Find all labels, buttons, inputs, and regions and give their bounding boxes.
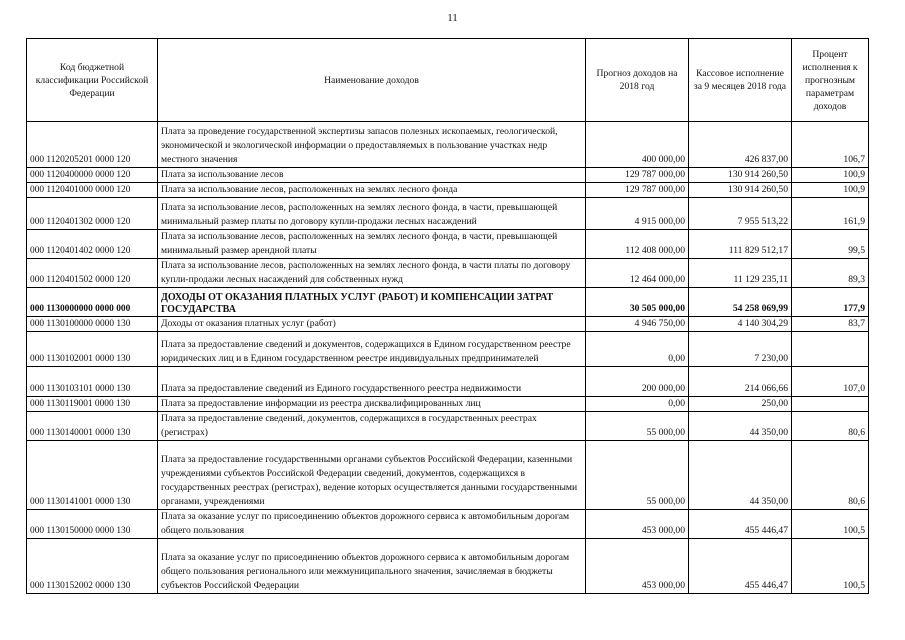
row-plan: 0,00 (586, 332, 689, 367)
table-row (27, 332, 869, 367)
row-name: Плата за предоставление сведений и документов, содержащихся в Едином государственном реестре юридических лиц и в Едином государственном реестре индивидуальных предпринимателей (158, 332, 586, 367)
row-code: 000 1120401000 0000 120 (27, 183, 158, 198)
table-row (27, 122, 869, 168)
row-exec: 455 446,47 (689, 510, 792, 539)
row-plan: 0,00 (586, 397, 689, 412)
row-plan: 453 000,00 (586, 510, 689, 539)
row-pct: 106,7 (792, 122, 869, 168)
header-name: Наименование доходов (158, 39, 586, 122)
table-row (27, 510, 869, 539)
row-name: Плата за использование лесов, расположенных на землях лесного фонда, в части, превышающей минимальный размер платы по договору купли-продажи лесных насаждений (158, 198, 586, 230)
row-name: Плата за использование лесов (158, 168, 586, 183)
header-plan: Прогноз доходов на 2018 год (586, 39, 689, 122)
row-pct: 89,3 (792, 259, 869, 288)
row-code: 000 1130102001 0000 130 (27, 332, 158, 367)
row-code: 000 1130100000 0000 130 (27, 317, 158, 332)
row-plan: 55 000,00 (586, 441, 689, 510)
row-exec: 214 066,66 (689, 367, 792, 397)
row-exec: 4 140 304,29 (689, 317, 792, 332)
page-number: 11 (447, 12, 458, 24)
row-exec: 7 955 513,22 (689, 198, 792, 230)
row-pct: 80,6 (792, 412, 869, 441)
row-code: 000 1130141001 0000 130 (27, 441, 158, 510)
table-row (27, 317, 869, 332)
table-row (27, 412, 869, 441)
revenue-table (26, 38, 869, 594)
row-exec: 130 914 260,50 (689, 168, 792, 183)
table-row (27, 259, 869, 288)
row-plan: 400 000,00 (586, 122, 689, 168)
row-code: 000 1120205201 0000 120 (27, 122, 158, 168)
row-plan: 4 946 750,00 (586, 317, 689, 332)
row-exec: 111 829 512,17 (689, 230, 792, 259)
row-code: 000 1120401302 0000 120 (27, 198, 158, 230)
table-header-row (27, 39, 869, 122)
row-name: Плата за проведение государственной экспертизы запасов полезных ископаемых, геологической, экономической и экологической информации о предоставляемых в пользование участках недр местного значения (158, 122, 586, 168)
row-code: 000 1130103101 0000 130 (27, 367, 158, 397)
row-exec: 130 914 260,50 (689, 183, 792, 198)
table-body (27, 122, 869, 594)
row-pct: 100,5 (792, 539, 869, 594)
row-exec: 54 258 069,99 (689, 288, 792, 317)
table-row (27, 183, 869, 198)
row-pct: 99,5 (792, 230, 869, 259)
row-plan: 12 464 000,00 (586, 259, 689, 288)
table-row (27, 441, 869, 510)
row-exec: 455 446,47 (689, 539, 792, 594)
row-plan: 453 000,00 (586, 539, 689, 594)
row-code: 000 1120400000 0000 120 (27, 168, 158, 183)
row-code: 000 1130000000 0000 000 (27, 288, 158, 317)
row-plan: 200 000,00 (586, 367, 689, 397)
row-pct: 100,9 (792, 168, 869, 183)
header-code: Код бюджетной классификации Российской Федерации (27, 39, 158, 122)
row-exec: 7 230,00 (689, 332, 792, 367)
row-exec: 250,00 (689, 397, 792, 412)
row-name: Плата за предоставление информации из реестра дисквалифицированных лиц (158, 397, 586, 412)
row-name: Плата за предоставление государственными органами субъектов Российской Федерации, казенными учреждениями субъектов Российской Федерации сведений, документов, содержащихся в государственных реестрах (регистрах), ведение которых осуществляется данными государственными органами, учреждениями (158, 441, 586, 510)
row-name: Плата за оказание услуг по присоединению объектов дорожного сервиса к автомобильным дорогам общего пользования регионального или межмуниципального значения, зачисляемая в бюджеты субъектов Российской Федерации (158, 539, 586, 594)
row-name: Плата за оказание услуг по присоединению объектов дорожного сервиса к автомобильным дорогам общего пользования (158, 510, 586, 539)
row-code: 000 1130140001 0000 130 (27, 412, 158, 441)
row-exec: 426 837,00 (689, 122, 792, 168)
row-name: ДОХОДЫ ОТ ОКАЗАНИЯ ПЛАТНЫХ УСЛУГ (РАБОТ) И КОМПЕНСАЦИИ ЗАТРАТ ГОСУДАРСТВА (158, 288, 586, 317)
header-pct: Процент исполнения к прогнозным параметрам доходов (792, 39, 869, 122)
table-row (27, 288, 869, 317)
row-pct: 83,7 (792, 317, 869, 332)
row-pct: 161,9 (792, 198, 869, 230)
row-name: Доходы от оказания платных услуг (работ) (158, 317, 586, 332)
row-plan: 55 000,00 (586, 412, 689, 441)
row-exec: 44 350,00 (689, 441, 792, 510)
row-code: 000 1130150000 0000 130 (27, 510, 158, 539)
row-exec: 11 129 235,11 (689, 259, 792, 288)
table-row (27, 367, 869, 397)
row-code: 000 1120401402 0000 120 (27, 230, 158, 259)
row-plan: 4 915 000,00 (586, 198, 689, 230)
row-name: Плата за предоставление сведений из Единого государственного реестра недвижимости (158, 367, 586, 397)
table-row (27, 168, 869, 183)
row-name: Плата за использование лесов, расположенных на землях лесного фонда, в части платы по договору купли-продажи лесных насаждений для собственных нужд (158, 259, 586, 288)
row-pct: 100,5 (792, 510, 869, 539)
row-plan: 30 505 000,00 (586, 288, 689, 317)
row-pct: 107,0 (792, 367, 869, 397)
row-plan: 129 787 000,00 (586, 183, 689, 198)
row-code: 000 1130119001 0000 130 (27, 397, 158, 412)
row-name: Плата за использование лесов, расположенных на землях лесного фонда, в части, превышающей минимальный размер арендной платы (158, 230, 586, 259)
row-name: Плата за использование лесов, расположенных на землях лесного фонда (158, 183, 586, 198)
row-code: 000 1120401502 0000 120 (27, 259, 158, 288)
row-pct: 177,9 (792, 288, 869, 317)
row-plan: 112 408 000,00 (586, 230, 689, 259)
table-row (27, 539, 869, 594)
row-code: 000 1130152002 0000 130 (27, 539, 158, 594)
row-exec: 44 350,00 (689, 412, 792, 441)
row-pct: 100,9 (792, 183, 869, 198)
row-name: Плата за предоставление сведений, документов, содержащихся в государственных реестрах (регистрах) (158, 412, 586, 441)
row-pct (792, 397, 869, 412)
row-pct: 80,6 (792, 441, 869, 510)
row-plan: 129 787 000,00 (586, 168, 689, 183)
table-row (27, 198, 869, 230)
row-pct (792, 332, 869, 367)
table-row (27, 397, 869, 412)
header-exec: Кассовое исполнение за 9 месяцев 2018 года (689, 39, 792, 122)
table-row (27, 230, 869, 259)
